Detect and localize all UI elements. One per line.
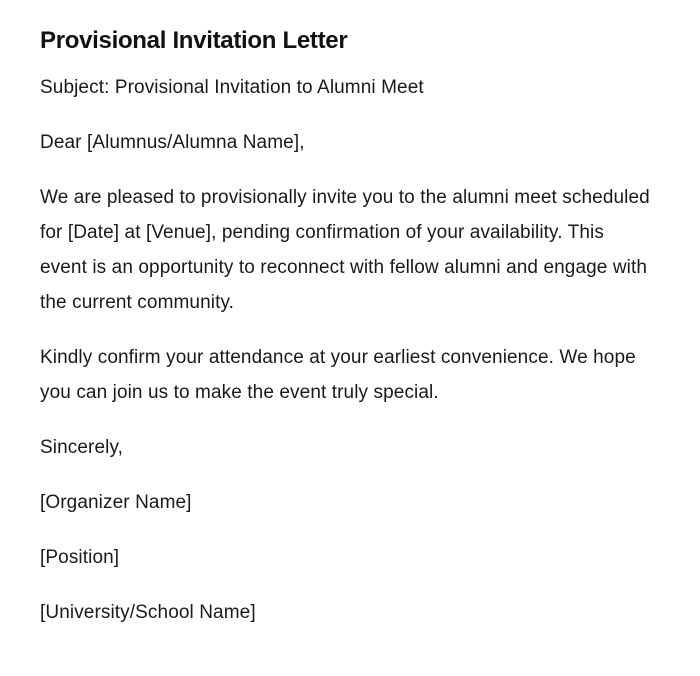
- signature-institution: [University/School Name]: [40, 602, 256, 623]
- body-paragraph-1: We are pleased to provisionally invite you to the alumni meet scheduled for [Date] at [Venue], pending confirmation of your availability. This event is an opportunity to reconnect with fellow alumni and engage with the current community.: [40, 187, 650, 313]
- closing: Sincerely,: [40, 437, 124, 458]
- document-title: Provisional Invitation Letter: [40, 27, 348, 54]
- signature-position: [Position]: [40, 547, 120, 568]
- body-paragraph-2: Kindly confirm your attendance at your earliest convenience. We hope you can join us to make the event truly special.: [40, 347, 636, 403]
- letter-document: [40, 26, 650, 650]
- signature-name: [Organizer Name]: [40, 492, 192, 513]
- subject-line: Subject: Provisional Invitation to Alumni Meet: [40, 77, 424, 98]
- salutation: Dear [Alumnus/Alumna Name],: [40, 132, 305, 153]
